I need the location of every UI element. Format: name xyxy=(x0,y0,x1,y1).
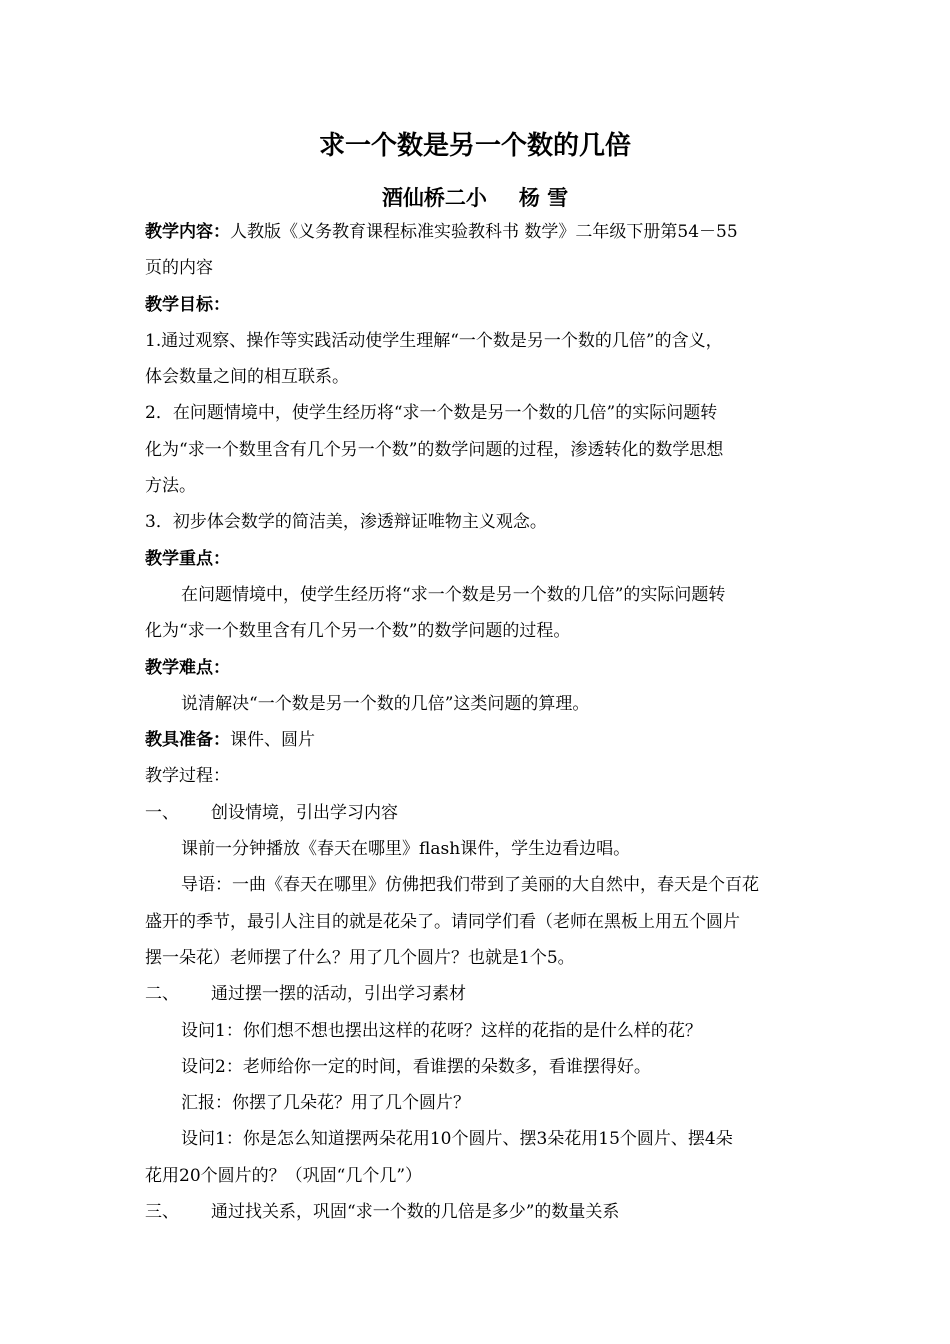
section-2-question-3-line-2: 花用20个圆片的？（巩固“几个几”） xyxy=(145,1165,423,1186)
author-name: 杨 雪 xyxy=(518,186,569,210)
author-school: 酒仙桥二小 xyxy=(381,186,487,210)
tools-text: 课件、圆片 xyxy=(230,730,315,751)
doc-author xyxy=(0,180,950,216)
section-1-para-2-line-3: 摆一朵花）老师摆了什么？用了几个圆片？也就是1个5。 xyxy=(145,947,575,968)
section-2-title: 通过摆一摆的活动，引出学习素材 xyxy=(211,984,466,1005)
content-line-2: 页的内容 xyxy=(145,258,213,279)
section-3-title: 通过找关系，巩固“求一个数的几倍是多少”的数量关系 xyxy=(211,1202,620,1223)
goals-label: 教学目标： xyxy=(145,294,230,315)
section-2-report: 汇报：你摆了几朵花？用了几个圆片？ xyxy=(181,1093,470,1114)
section-1-number: 一、 xyxy=(145,802,179,823)
section-1-heading xyxy=(145,795,810,831)
section-1-title: 创设情境，引出学习内容 xyxy=(211,802,398,823)
section-2-question-1: 设问1：你们想不想也摆出这样的花呀？这样的花指的是什么样的花？ xyxy=(181,1020,702,1041)
goal-3: 3．初步体会数学的简洁美，渗透辩证唯物主义观念。 xyxy=(145,512,547,533)
process-heading: 教学过程： xyxy=(145,766,230,787)
key-line-2: 化为“求一个数里含有几个另一个数”的数学问题的过程。 xyxy=(145,621,571,642)
section-1-para-2-line-1: 导语：一曲《春天在哪里》仿佛把我们带到了美丽的大自然中，春天是个百花 xyxy=(181,875,759,896)
doc-body xyxy=(145,214,810,1230)
section-2-heading xyxy=(145,976,810,1012)
content-label: 教学内容： xyxy=(145,222,230,242)
key-line-1: 在问题情境中，使学生经历将“求一个数是另一个数的几倍”的实际问题转 xyxy=(181,584,726,605)
section-1-para-1: 课前一分钟播放《春天在哪里》flash课件，学生边看边唱。 xyxy=(181,839,631,860)
section-3-heading xyxy=(145,1194,810,1230)
section-1-para-2-line-2: 盛开的季节，最引人注目的就是花朵了。请同学们看（老师在黑板上用五个圆片 xyxy=(145,911,740,932)
section-2-question-3-line-1: 设问1：你是怎么知道摆两朵花用10个圆片、摆3朵花用15个圆片、摆4朵 xyxy=(181,1129,733,1150)
key-label: 教学重点： xyxy=(145,548,230,569)
difficulty-label: 教学难点： xyxy=(145,657,230,678)
tools-line xyxy=(145,722,810,758)
content-line-1 xyxy=(145,214,810,250)
goal-2-line-3: 方法。 xyxy=(145,476,196,497)
section-2-question-2: 设问2：老师给你一定的时间，看谁摆的朵数多，看谁摆得好。 xyxy=(181,1056,651,1077)
goal-1-line-1: 1.通过观察、操作等实践活动使学生理解“一个数是另一个数的几倍”的含义， xyxy=(145,330,723,351)
goal-1-line-2: 体会数量之间的相互联系。 xyxy=(145,367,349,388)
content-text: 人教版《义务教育课程标准实验教科书 数学》二年级下册第54－55 xyxy=(230,222,738,242)
goal-2-line-2: 化为“求一个数里含有几个另一个数”的数学问题的过程，渗透转化的数学思想 xyxy=(145,439,724,460)
goal-2-line-1: 2．在问题情境中，使学生经历将“求一个数是另一个数的几倍”的实际问题转 xyxy=(145,403,718,424)
tools-label: 教具准备： xyxy=(145,730,230,751)
difficulty-line: 说清解决“一个数是另一个数的几倍”这类问题的算理。 xyxy=(181,693,590,714)
doc-title: 求一个数是另一个数的几倍 xyxy=(318,131,631,161)
section-2-number: 二、 xyxy=(145,984,179,1005)
section-3-number: 三、 xyxy=(145,1202,179,1223)
